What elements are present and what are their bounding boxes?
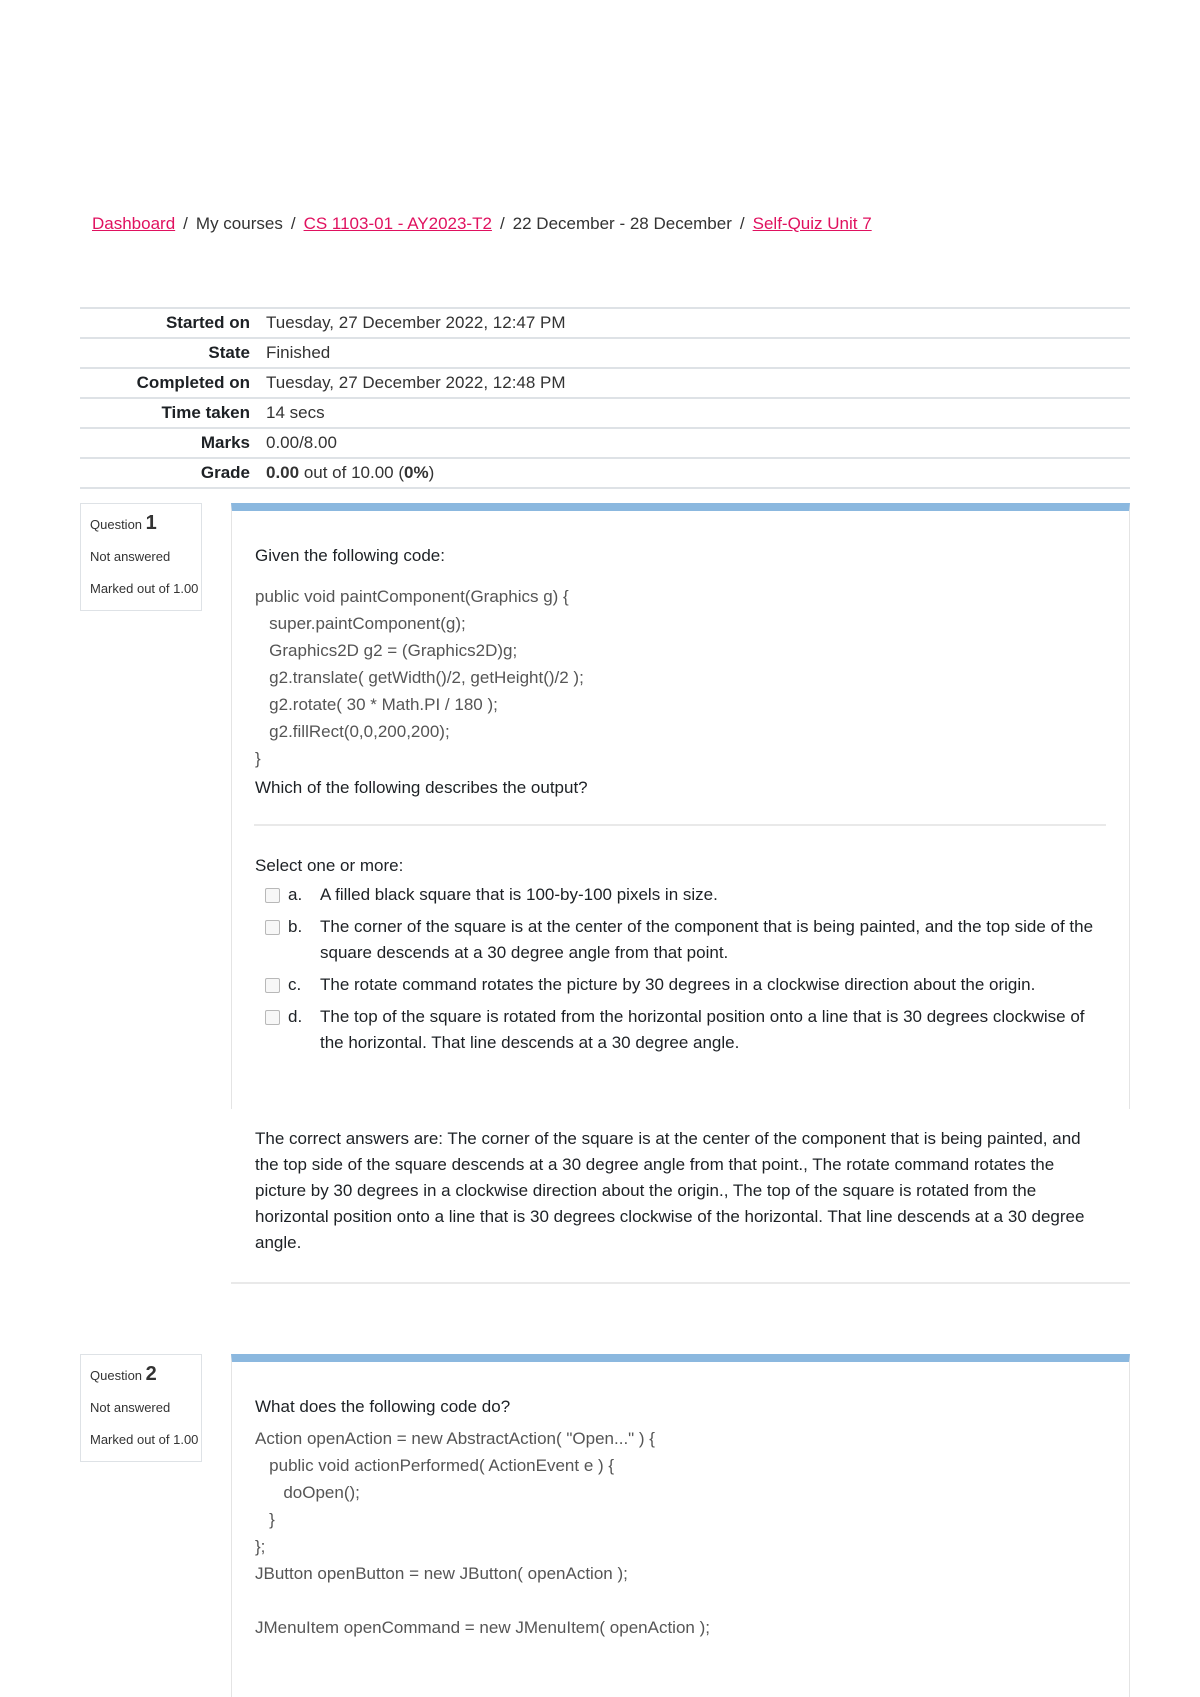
code-line: g2.translate( getWidth()/2, getHeight()/2 ); [255,668,584,687]
breadcrumb-week: 22 December - 28 December [512,214,732,233]
answer-option-c[interactable] [255,972,1129,998]
summary-value: Tuesday, 27 December 2022, 12:47 PM [266,313,566,332]
breadcrumb [92,214,872,234]
code-line: }; [255,1537,266,1556]
checkbox-b[interactable] [265,920,280,935]
breadcrumb-my-courses: My courses [195,214,283,233]
summary-label: State [208,343,250,362]
code-line: doOpen(); [255,1483,360,1502]
question-prefix: Question [90,1368,143,1383]
code-line: g2.fillRect(0,0,200,200); [255,722,450,741]
grade-score: 0.00 [266,463,300,482]
summary-row-time-taken [80,398,1130,428]
code-line [255,1587,1129,1614]
code-line: super.paintComponent(g); [255,614,466,633]
grade-close: ) [428,463,435,482]
option-letter: a. [288,885,303,904]
summary-label: Time taken [161,403,250,422]
question-prefix: Question [90,517,143,532]
code-block [255,1425,1129,1641]
grade-percent: 0% [404,463,429,482]
code-line: public void paintComponent(Graphics g) { [255,587,569,606]
code-line: JMenuItem openCommand = new JMenuItem( openAction ); [255,1618,710,1637]
summary-label: Started on [165,313,250,332]
checkbox-a[interactable] [265,888,280,903]
question-mark: Marked out of 1.00 [90,1432,199,1447]
option-text: A filled black square that is 100-by-100 pixels in size. [320,885,718,904]
summary-row-grade [80,458,1130,488]
breadcrumb-separator: / [290,214,296,233]
question-2-info [80,1354,202,1462]
divider [254,824,1106,826]
breadcrumb-separator: / [499,214,505,233]
question-2-content [231,1354,1130,1697]
summary-value: 14 secs [266,403,325,422]
code-line: Graphics2D g2 = (Graphics2D)g; [255,641,518,660]
summary-row-marks [80,428,1130,458]
question-state: Not answered [90,549,171,564]
breadcrumb-quiz-link[interactable]: Self-Quiz Unit 7 [752,214,872,233]
code-line: public void actionPerformed( ActionEvent e ) { [255,1456,615,1475]
grade-out-of: out of 10.00 ( [299,463,404,482]
code-line: g2.rotate( 30 * Math.PI / 180 ); [255,695,498,714]
summary-row-state [80,338,1130,368]
summary-label: Grade [200,463,250,482]
question-state: Not answered [90,1400,171,1415]
code-line: } [255,749,261,768]
question-number-value: 2 [145,1363,157,1385]
feedback-divider [231,1282,1130,1284]
option-text: The rotate command rotates the picture by 30 degrees in a clockwise direction about the origin. [320,975,1036,994]
code-line: Action openAction = new AbstractAction( "Open..." ) { [255,1429,655,1448]
summary-value: Tuesday, 27 December 2022, 12:48 PM [266,373,566,392]
summary-label: Completed on [136,373,250,392]
question-number [90,512,201,535]
option-letter: d. [288,1007,303,1026]
summary-value: 0.00/8.00 [266,433,337,452]
question-number-value: 1 [145,512,157,534]
option-letter: c. [288,975,302,994]
question-prompt: Which of the following describes the output? [255,778,588,797]
breadcrumb-separator: / [183,214,188,233]
code-block [255,583,1129,772]
answer-option-b[interactable] [255,914,1129,966]
question-intro: What does the following code do? [255,1397,511,1416]
option-letter: b. [288,917,303,936]
question-number [90,1363,201,1386]
checkbox-c[interactable] [265,978,280,993]
summary-value: Finished [266,343,331,362]
checkbox-d[interactable] [265,1010,280,1025]
question-text [232,511,1129,798]
question-mark: Marked out of 1.00 [90,581,199,596]
question-text [232,1362,1129,1641]
breadcrumb-dashboard-link[interactable]: Dashboard [92,214,176,233]
answer-option-a[interactable] [255,882,1129,908]
summary-row-completed [80,368,1130,398]
summary-grade-value [266,458,1130,488]
breadcrumb-separator: / [739,214,745,233]
summary-label: Marks [200,433,250,452]
summary-row-started [80,308,1130,338]
question-1-feedback: The correct answers are: The corner of the square is at the center of the component that is being painted, and the top side of the square descends at a 30 degree angle from that point., The rotate command rotates the picture by 30 degrees in a clockwise direction about the origin., The top of the square is rotated from the horizontal position onto a line that is 30 degrees clockwise of the horizontal. That line descends at a 30 degree angle. [255,1129,1085,1252]
question-intro: Given the following code: [255,546,445,565]
select-label: Select one or more: [255,856,404,875]
question-1-content [231,503,1130,1109]
option-text: The top of the square is rotated from the horizontal position onto a line that is 30 degrees clockwise of the horizontal. That line descends at a 30 degree angle. [320,1007,1085,1052]
breadcrumb-course-link[interactable]: CS 1103-01 - AY2023-T2 [303,214,492,233]
code-line: JButton openButton = new JButton( openAction ); [255,1564,628,1583]
option-text: The corner of the square is at the center of the component that is being painted, and the top side of the square descends at a 30 degree angle from that point. [320,917,1094,962]
code-line: } [255,1510,275,1529]
question-1-info [80,503,202,611]
answer-option-d[interactable] [255,1004,1129,1056]
attempt-summary-table [80,307,1130,489]
